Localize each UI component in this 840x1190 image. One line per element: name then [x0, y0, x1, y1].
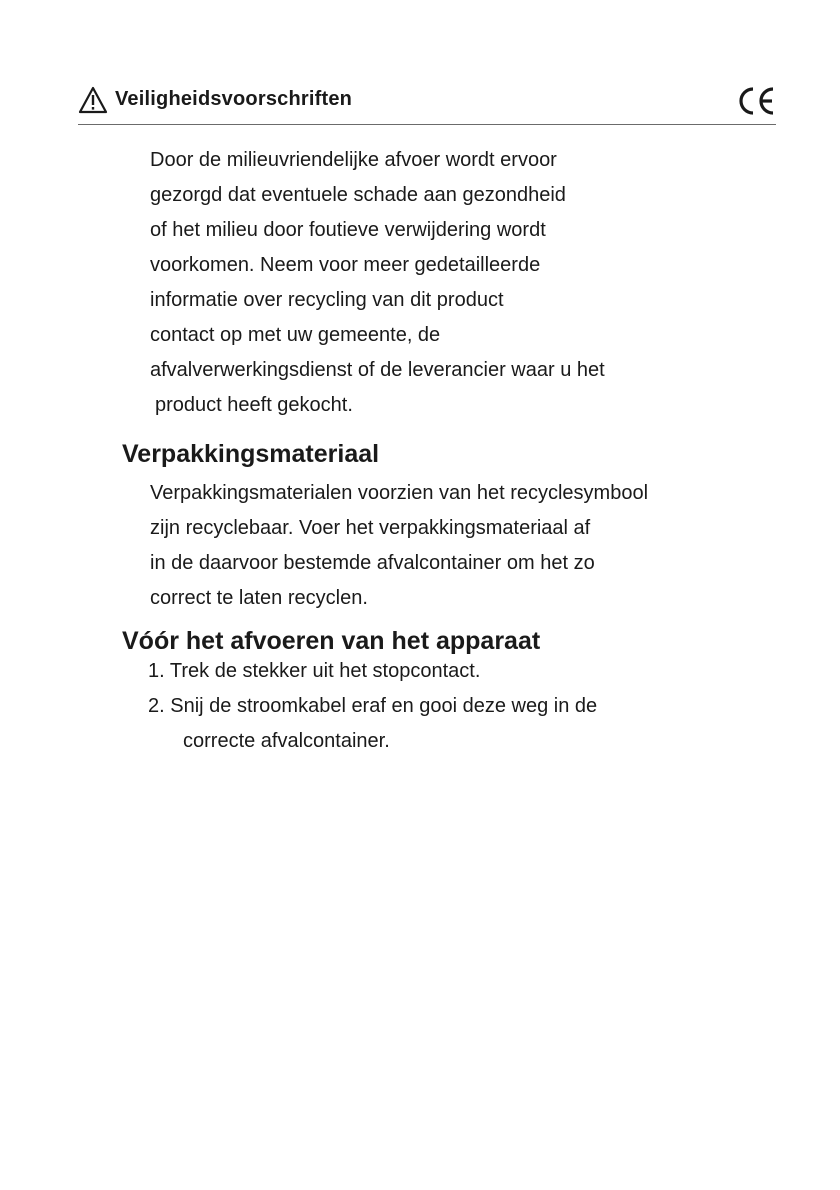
- intro-paragraph: [150, 143, 790, 423]
- list-item: 1. Trek de stekker uit het stopcontact.: [148, 660, 481, 682]
- packaging-paragraph: [150, 476, 790, 616]
- disposal-heading: Vóór het afvoeren van het apparaat: [122, 627, 541, 655]
- intro-line: Door de milieuvriendelijke afvoer wordt ervoor: [150, 149, 557, 171]
- intro-line: voorkomen. Neem voor meer gedetailleerde: [150, 254, 541, 276]
- intro-line: contact op met uw gemeente, de: [150, 324, 441, 346]
- intro-line: afvalverwerkingsdienst of de leverancier waar u het: [150, 359, 605, 381]
- page-title: Veiligheidsvoorschriften: [115, 88, 353, 110]
- warning-triangle-icon: [78, 86, 108, 114]
- packaging-heading: Verpakkingsmateriaal: [122, 440, 380, 468]
- disposal-steps: [148, 654, 788, 759]
- intro-line: gezorgd dat eventuele schade aan gezondheid: [150, 184, 566, 206]
- intro-line: informatie over recycling van dit product: [150, 289, 504, 311]
- intro-line: product heeft gekocht.: [155, 394, 353, 416]
- ce-mark-icon: [736, 84, 776, 118]
- packaging-line: in de daarvoor bestemde afvalcontainer om het zo: [150, 552, 595, 574]
- list-item-continuation: correcte afvalcontainer.: [183, 730, 390, 752]
- intro-line: of het milieu door foutieve verwijdering wordt: [150, 219, 546, 241]
- packaging-line: zijn recyclebaar. Voer het verpakkingsmateriaal af: [150, 517, 591, 539]
- list-item: 2. Snij de stroomkabel eraf en gooi deze weg in de: [148, 695, 598, 717]
- packaging-line: Verpakkingsmaterialen voorzien van het recyclesymbool: [150, 482, 649, 504]
- packaging-line: correct te laten recyclen.: [150, 587, 368, 609]
- page-header: [78, 84, 776, 125]
